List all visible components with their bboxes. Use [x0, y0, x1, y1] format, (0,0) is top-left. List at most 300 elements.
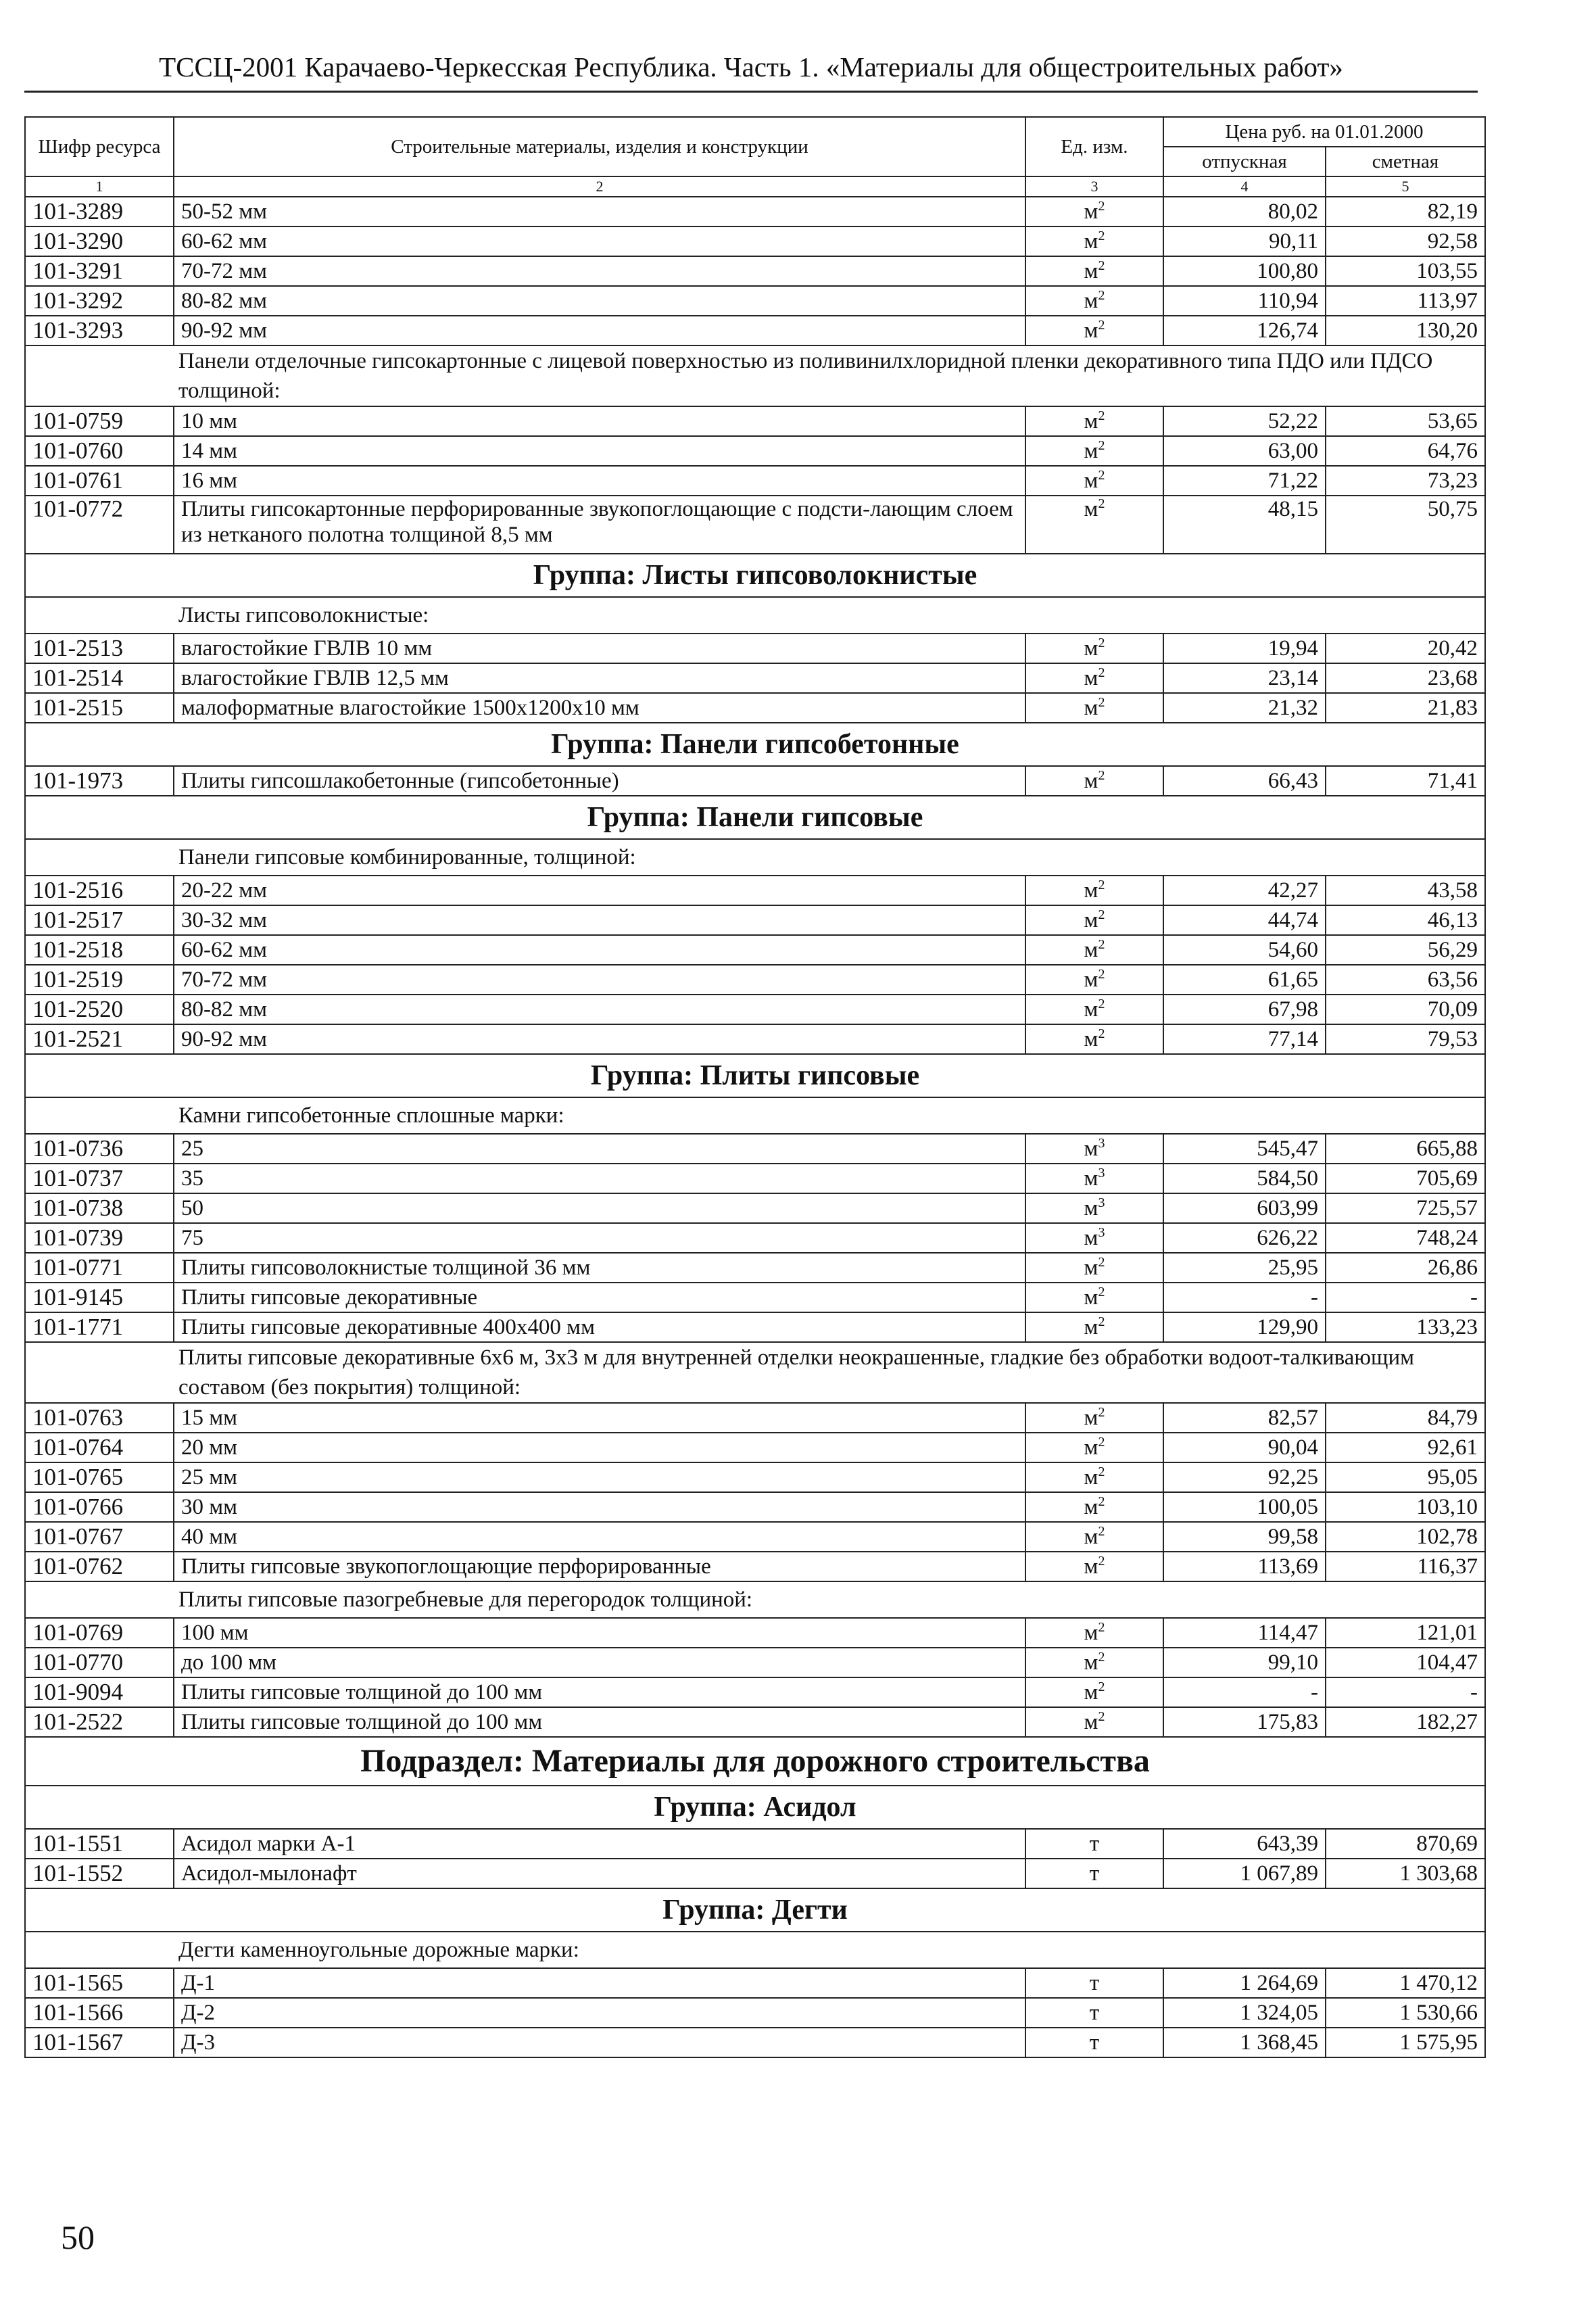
table-row	[25, 634, 1485, 663]
material-name: 60-62 мм	[174, 935, 1025, 965]
table-row	[25, 466, 1485, 496]
unit-text: м	[1084, 1710, 1098, 1734]
estimate-price: 50,75	[1326, 496, 1485, 554]
resource-code: 101-3291	[25, 256, 174, 286]
estimate-price: 70,09	[1326, 995, 1485, 1024]
unit-text: м	[1084, 1027, 1098, 1051]
unit-text: м	[1084, 289, 1098, 313]
unit-cell	[1025, 256, 1163, 286]
release-price: 67,98	[1163, 995, 1326, 1024]
material-name: 10 мм	[174, 406, 1025, 436]
estimate-price: 53,65	[1326, 406, 1485, 436]
resource-code: 101-0770	[25, 1648, 174, 1677]
material-name: 60-62 мм	[174, 226, 1025, 256]
unit-cell	[1025, 1312, 1163, 1342]
unit-cell	[1025, 466, 1163, 496]
resource-code: 101-2520	[25, 995, 174, 1024]
unit-cell	[1025, 1283, 1163, 1312]
unit-cell	[1025, 1648, 1163, 1677]
estimate-price: 103,55	[1326, 256, 1485, 286]
estimate-price: 46,13	[1326, 905, 1485, 935]
release-price: 129,90	[1163, 1312, 1326, 1342]
unit-text: м	[1084, 409, 1098, 433]
resource-code: 101-0739	[25, 1223, 174, 1253]
resource-code: 101-1566	[25, 1998, 174, 2028]
unit-text: т	[1089, 1832, 1100, 1856]
unit-exponent: 2	[1098, 907, 1105, 922]
unit-cell	[1025, 1024, 1163, 1054]
material-name: 30 мм	[174, 1492, 1025, 1522]
unit-exponent: 2	[1098, 1524, 1105, 1539]
estimate-price: 130,20	[1326, 316, 1485, 345]
table-row	[25, 286, 1485, 316]
unit-text: м	[1084, 1196, 1098, 1220]
unit-exponent: 2	[1098, 1405, 1105, 1420]
release-price: 603,99	[1163, 1193, 1326, 1223]
material-name: 90-92 мм	[174, 1024, 1025, 1054]
release-price: 90,04	[1163, 1433, 1326, 1462]
resource-code: 101-3289	[25, 197, 174, 226]
release-price: -	[1163, 1677, 1326, 1707]
col-header-price: Цена руб. на 01.01.2000	[1163, 117, 1485, 147]
release-price: 66,43	[1163, 766, 1326, 796]
unit-exponent: 3	[1098, 1195, 1105, 1210]
group-heading-row	[25, 1786, 1485, 1829]
estimate-price: 103,10	[1326, 1492, 1485, 1522]
estimate-price: 23,68	[1326, 663, 1485, 693]
col-number: 4	[1163, 176, 1326, 197]
material-name: 15 мм	[174, 1403, 1025, 1433]
release-price: 19,94	[1163, 634, 1326, 663]
estimate-price: 133,23	[1326, 1312, 1485, 1342]
description-row	[25, 1097, 1485, 1134]
header-divider	[24, 91, 1478, 93]
estimate-price: 79,53	[1326, 1024, 1485, 1054]
table-row	[25, 256, 1485, 286]
table-row	[25, 1618, 1485, 1648]
estimate-price: 182,27	[1326, 1707, 1485, 1737]
unit-text: т	[1089, 2030, 1100, 2055]
release-price: 42,27	[1163, 876, 1326, 905]
unit-cell	[1025, 1707, 1163, 1737]
release-price: -	[1163, 1283, 1326, 1312]
estimate-price: 1 303,68	[1326, 1859, 1485, 1888]
material-name: Плиты гипсовые толщиной до 100 мм	[174, 1707, 1025, 1737]
unit-cell	[1025, 1998, 1163, 2028]
unit-exponent: 2	[1098, 937, 1105, 952]
group-heading: Группа: Листы гипсоволокнистые	[25, 554, 1485, 597]
table-row	[25, 1253, 1485, 1283]
estimate-price: -	[1326, 1283, 1485, 1312]
release-price: 626,22	[1163, 1223, 1326, 1253]
material-name: Плиты гипсовые декоративные	[174, 1283, 1025, 1312]
table-row	[25, 1433, 1485, 1462]
unit-cell	[1025, 2028, 1163, 2057]
description-row	[25, 345, 1485, 406]
unit-exponent: 3	[1098, 1166, 1105, 1180]
material-name: Д-2	[174, 1998, 1025, 2028]
table-row	[25, 1829, 1485, 1859]
table-row	[25, 965, 1485, 995]
table-row	[25, 1707, 1485, 1737]
estimate-price: 102,78	[1326, 1522, 1485, 1552]
table-row	[25, 1312, 1485, 1342]
unit-cell	[1025, 1253, 1163, 1283]
unit-cell	[1025, 1223, 1163, 1253]
estimate-price: 1 470,12	[1326, 1968, 1485, 1998]
material-name: Асидол марки А-1	[174, 1829, 1025, 1859]
description-row	[25, 1581, 1485, 1618]
unit-cell	[1025, 766, 1163, 796]
material-name: малоформатные влагостойкие 1500x1200x10 мм	[174, 693, 1025, 723]
table-row	[25, 2028, 1485, 2057]
page-number: 50	[61, 2218, 95, 2256]
unit-cell	[1025, 1492, 1163, 1522]
group-heading: Группа: Плиты гипсовые	[25, 1054, 1485, 1097]
unit-exponent: 3	[1098, 1136, 1105, 1151]
release-price: 1 264,69	[1163, 1968, 1326, 1998]
unit-text: м	[1084, 259, 1098, 283]
unit-text: м	[1084, 636, 1098, 661]
unit-cell	[1025, 1968, 1163, 1998]
unit-cell	[1025, 226, 1163, 256]
resource-code: 101-2515	[25, 693, 174, 723]
release-price: 99,58	[1163, 1522, 1326, 1552]
unit-exponent: 2	[1098, 496, 1105, 511]
unit-exponent: 2	[1098, 258, 1105, 273]
unit-exponent: 2	[1098, 1679, 1105, 1694]
col-number: 2	[174, 176, 1025, 197]
unit-text: т	[1089, 1971, 1100, 1995]
unit-exponent: 2	[1098, 665, 1105, 680]
unit-exponent: 2	[1098, 1285, 1105, 1299]
unit-exponent: 2	[1098, 1494, 1105, 1509]
estimate-price: 63,56	[1326, 965, 1485, 995]
page-header-title: ТССЦ-2001 Карачаево-Черкесская Республика. Часть 1. «Материалы для общестроительных работ»	[159, 51, 1343, 82]
unit-cell	[1025, 406, 1163, 436]
price-table	[24, 116, 1486, 2058]
unit-text: м	[1084, 469, 1098, 493]
table-row	[25, 316, 1485, 345]
release-price: 92,25	[1163, 1462, 1326, 1492]
unit-exponent: 3	[1098, 1225, 1105, 1240]
resource-code: 101-0771	[25, 1253, 174, 1283]
estimate-price: 1 530,66	[1326, 1998, 1485, 2028]
unit-text: м	[1084, 1315, 1098, 1339]
estimate-price: 121,01	[1326, 1618, 1485, 1648]
resource-code: 101-3290	[25, 226, 174, 256]
table-body	[25, 197, 1485, 2057]
unit-text: м	[1084, 199, 1098, 224]
material-name: до 100 мм	[174, 1648, 1025, 1677]
col-header-release-price: отпускная	[1163, 147, 1326, 176]
group-heading: Группа: Асидол	[25, 1786, 1485, 1829]
table-row	[25, 935, 1485, 965]
unit-text: м	[1084, 1650, 1098, 1675]
release-price: 114,47	[1163, 1618, 1326, 1648]
release-price: 1 368,45	[1163, 2028, 1326, 2057]
material-name: влагостойкие ГВЛВ 10 мм	[174, 634, 1025, 663]
resource-code: 101-0764	[25, 1433, 174, 1462]
table-row	[25, 1193, 1485, 1223]
resource-code: 101-0762	[25, 1552, 174, 1581]
unit-text: м	[1084, 878, 1098, 903]
resource-code: 101-2521	[25, 1024, 174, 1054]
unit-text: м	[1084, 1285, 1098, 1310]
description-row	[25, 1932, 1485, 1968]
unit-text: м	[1084, 1226, 1098, 1250]
unit-text: м	[1084, 1621, 1098, 1645]
resource-code: 101-0763	[25, 1403, 174, 1433]
unit-cell	[1025, 1433, 1163, 1462]
unit-exponent: 2	[1098, 1620, 1105, 1635]
subsection-heading-row	[25, 1737, 1485, 1786]
release-price: 21,32	[1163, 693, 1326, 723]
unit-cell	[1025, 286, 1163, 316]
material-name: 75	[174, 1223, 1025, 1253]
col-header-name: Строительные материалы, изделия и конструкции	[174, 117, 1025, 176]
table-row	[25, 1403, 1485, 1433]
unit-text: м	[1084, 938, 1098, 962]
col-number: 5	[1326, 176, 1485, 197]
unit-exponent: 2	[1098, 695, 1105, 710]
release-price: 63,00	[1163, 436, 1326, 466]
resource-code: 101-1567	[25, 2028, 174, 2057]
unit-cell	[1025, 1522, 1163, 1552]
resource-code: 101-2514	[25, 663, 174, 693]
unit-exponent: 2	[1098, 1464, 1105, 1479]
resource-code: 101-0765	[25, 1462, 174, 1492]
release-price: 100,80	[1163, 256, 1326, 286]
unit-text: м	[1084, 1406, 1098, 1430]
unit-text: м	[1084, 318, 1098, 343]
description-text: Дегти каменноугольные дорожные марки:	[25, 1932, 1485, 1968]
resource-code: 101-2517	[25, 905, 174, 935]
unit-cell	[1025, 1403, 1163, 1433]
unit-exponent: 2	[1098, 768, 1105, 783]
table-row	[25, 1462, 1485, 1492]
estimate-price: 73,23	[1326, 466, 1485, 496]
release-price: 82,57	[1163, 1403, 1326, 1433]
material-name: 30-32 мм	[174, 905, 1025, 935]
resource-code: 101-1771	[25, 1312, 174, 1342]
release-price: 110,94	[1163, 286, 1326, 316]
material-name: Асидол-мылонафт	[174, 1859, 1025, 1888]
resource-code: 101-2522	[25, 1707, 174, 1737]
unit-text: м	[1084, 1554, 1098, 1579]
material-name: 20 мм	[174, 1433, 1025, 1462]
material-name: Плиты гипсовые звукопоглощающие перфорированные	[174, 1552, 1025, 1581]
resource-code: 101-1552	[25, 1859, 174, 1888]
resource-code: 101-1565	[25, 1968, 174, 1998]
material-name: 80-82 мм	[174, 286, 1025, 316]
unit-text: м	[1084, 1680, 1098, 1704]
material-name: 50-52 мм	[174, 197, 1025, 226]
material-name: 70-72 мм	[174, 965, 1025, 995]
table-row	[25, 1968, 1485, 1998]
unit-text: м	[1084, 908, 1098, 932]
resource-code: 101-2518	[25, 935, 174, 965]
description-row	[25, 839, 1485, 876]
table-row	[25, 1164, 1485, 1193]
release-price: 584,50	[1163, 1164, 1326, 1193]
release-price: 126,74	[1163, 316, 1326, 345]
table-row	[25, 693, 1485, 723]
description-row	[25, 597, 1485, 634]
group-heading: Группа: Панели гипсобетонные	[25, 723, 1485, 766]
table-row	[25, 905, 1485, 935]
material-name: 20-22 мм	[174, 876, 1025, 905]
subsection-heading: Подраздел: Материалы для дорожного строительства	[25, 1737, 1485, 1786]
resource-code: 101-0769	[25, 1618, 174, 1648]
unit-cell	[1025, 1829, 1163, 1859]
unit-text: м	[1084, 1166, 1098, 1191]
release-price: 23,14	[1163, 663, 1326, 693]
unit-text: м	[1084, 997, 1098, 1022]
table-row	[25, 1552, 1485, 1581]
estimate-price: 20,42	[1326, 634, 1485, 663]
release-price: 1 067,89	[1163, 1859, 1326, 1888]
estimate-price: 26,86	[1326, 1253, 1485, 1283]
unit-exponent: 2	[1098, 318, 1105, 333]
unit-text: м	[1084, 1525, 1098, 1549]
material-name: 70-72 мм	[174, 256, 1025, 286]
description-text: Панели отделочные гипсокартонные с лицевой поверхностью из поливинилхлоридной пленки декоративного типа ПДО или ПДСО толщиной:	[25, 345, 1485, 406]
unit-exponent: 2	[1098, 199, 1105, 214]
resource-code: 101-1551	[25, 1829, 174, 1859]
table-row	[25, 663, 1485, 693]
table-row	[25, 226, 1485, 256]
resource-code: 101-9145	[25, 1283, 174, 1312]
col-number: 3	[1025, 176, 1163, 197]
estimate-price: 43,58	[1326, 876, 1485, 905]
material-name: 80-82 мм	[174, 995, 1025, 1024]
table-row	[25, 876, 1485, 905]
unit-cell	[1025, 1677, 1163, 1707]
material-name: Плиты гипсовые толщиной до 100 мм	[174, 1677, 1025, 1707]
description-text: Панели гипсовые комбинированные, толщиной:	[25, 839, 1485, 876]
estimate-price: 82,19	[1326, 197, 1485, 226]
estimate-price: 705,69	[1326, 1164, 1485, 1193]
unit-cell	[1025, 1552, 1163, 1581]
table-row	[25, 1677, 1485, 1707]
col-header-code: Шифр ресурса	[25, 117, 174, 176]
release-price: 44,74	[1163, 905, 1326, 935]
unit-text: м	[1084, 497, 1098, 521]
unit-text: т	[1089, 2001, 1100, 2025]
release-price: 80,02	[1163, 197, 1326, 226]
estimate-price: 64,76	[1326, 436, 1485, 466]
unit-cell	[1025, 634, 1163, 663]
unit-cell	[1025, 1618, 1163, 1648]
table-row	[25, 1134, 1485, 1164]
unit-cell	[1025, 1134, 1163, 1164]
estimate-price: 84,79	[1326, 1403, 1485, 1433]
group-heading: Группа: Дегти	[25, 1888, 1485, 1932]
unit-exponent: 2	[1098, 1026, 1105, 1041]
table-row	[25, 1998, 1485, 2028]
release-price: 100,05	[1163, 1492, 1326, 1522]
resource-code: 101-2519	[25, 965, 174, 995]
release-price: 643,39	[1163, 1829, 1326, 1859]
col-header-estimate-price: сметная	[1326, 147, 1485, 176]
unit-text: м	[1084, 1465, 1098, 1489]
unit-exponent: 2	[1098, 1650, 1105, 1665]
estimate-price: 95,05	[1326, 1462, 1485, 1492]
unit-cell	[1025, 693, 1163, 723]
release-price: 90,11	[1163, 226, 1326, 256]
unit-cell	[1025, 316, 1163, 345]
estimate-price: 113,97	[1326, 286, 1485, 316]
material-name: Плиты гипсоволокнистые толщиной 36 мм	[174, 1253, 1025, 1283]
material-name: Плиты гипсовые декоративные 400x400 мм	[174, 1312, 1025, 1342]
group-heading-row	[25, 796, 1485, 839]
unit-exponent: 2	[1098, 1435, 1105, 1450]
release-price: 1 324,05	[1163, 1998, 1326, 2028]
table-row	[25, 1522, 1485, 1552]
table-row	[25, 1024, 1485, 1054]
unit-text: м	[1084, 229, 1098, 254]
group-heading: Группа: Панели гипсовые	[25, 796, 1485, 839]
description-text: Камни гипсобетонные сплошные марки:	[25, 1097, 1485, 1134]
table-row	[25, 197, 1485, 226]
unit-cell	[1025, 995, 1163, 1024]
unit-text: м	[1084, 666, 1098, 690]
material-name: 90-92 мм	[174, 316, 1025, 345]
estimate-price: 92,58	[1326, 226, 1485, 256]
unit-text: т	[1089, 1861, 1100, 1886]
release-price: 175,83	[1163, 1707, 1326, 1737]
release-price: 25,95	[1163, 1253, 1326, 1283]
resource-code: 101-0759	[25, 406, 174, 436]
unit-cell	[1025, 1859, 1163, 1888]
resource-code: 101-0766	[25, 1492, 174, 1522]
estimate-price: 665,88	[1326, 1134, 1485, 1164]
release-price: 99,10	[1163, 1648, 1326, 1677]
estimate-price: 104,47	[1326, 1648, 1485, 1677]
unit-cell	[1025, 496, 1163, 554]
table-row	[25, 766, 1485, 796]
resource-code: 101-2516	[25, 876, 174, 905]
unit-text: м	[1084, 696, 1098, 720]
release-price: 48,15	[1163, 496, 1326, 554]
unit-exponent: 2	[1098, 408, 1105, 423]
table-row	[25, 436, 1485, 466]
estimate-price: 725,57	[1326, 1193, 1485, 1223]
resource-code: 101-1973	[25, 766, 174, 796]
material-name: влагостойкие ГВЛВ 12,5 мм	[174, 663, 1025, 693]
description-text: Плиты гипсовые декоративные 6x6 м, 3x3 м для внутренней отделки неокрашенные, гладкие без обработки водоот-талкивающим составом (без покрытия) толщиной:	[25, 1342, 1485, 1403]
release-price: 545,47	[1163, 1134, 1326, 1164]
table-row	[25, 1648, 1485, 1677]
table-row	[25, 1223, 1485, 1253]
unit-text: м	[1084, 769, 1098, 793]
description-text: Листы гипсоволокнистые:	[25, 597, 1485, 634]
table-header	[25, 117, 1485, 197]
estimate-price: 748,24	[1326, 1223, 1485, 1253]
resource-code: 101-0761	[25, 466, 174, 496]
col-number: 1	[25, 176, 174, 197]
estimate-price: 56,29	[1326, 935, 1485, 965]
material-name: Плиты гипсокартонные перфорированные звукопоглощающие с подсти-лающим слоем из нетканого полотна толщиной 8,5 мм	[174, 496, 1025, 554]
description-text: Плиты гипсовые пазогребневые для перегородок толщиной:	[25, 1581, 1485, 1618]
unit-exponent: 2	[1098, 967, 1105, 982]
release-price: 71,22	[1163, 466, 1326, 496]
resource-code: 101-9094	[25, 1677, 174, 1707]
unit-exponent: 2	[1098, 878, 1105, 892]
unit-text: м	[1084, 439, 1098, 463]
group-heading-row	[25, 1888, 1485, 1932]
